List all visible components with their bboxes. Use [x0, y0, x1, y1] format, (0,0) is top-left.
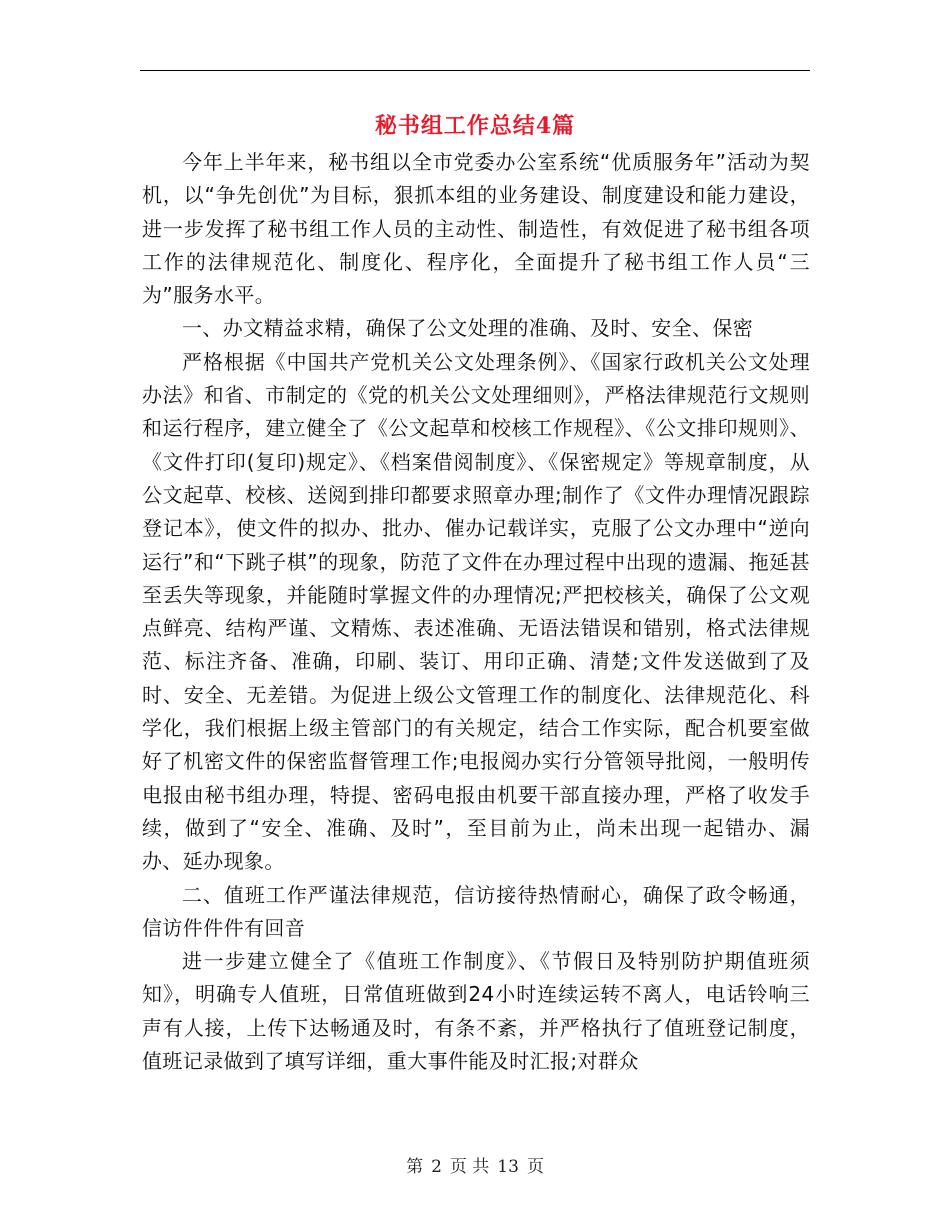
section-heading-1: 一、办文精益求精，确保了公文处理的准确、及时、安全、保密 [182, 316, 754, 341]
paragraph-section-1: 严格根据《中国共产党机关公文处理条例》、《国家行政机关公文处理办法》和省、市制定的《党的机关公文处理细则》，严格法律规范行文规则和运行程序，建立健全了《公文起草和校核工作规程》、《公文排印规则》、《文件打印(复印)规定》、《档案借阅制度》、《保密规定》等规章制度，从公文起草、校核、送阅到排印都要求照章办理;制作了《文件办理情况跟踪登记本》，使文件的拟办、批办、催办记载详实，克服了公文办理中“逆向运行”和“下跳子棋”的现象，防范了文件在办理过程中出现的遗漏、拖延甚至丢失等现象，并能随时掌握文件的办理情况;严把校核关，确保了公文观点鲜亮、结构严谨、文精炼、表述准确、无语法错误和错别，格式法律规范、标注齐备、准确，印刷、装订、用印正确、清楚;文件发送做到了及时、安全、无差错。为促进上级公文管理工作的制度化、法律规范化、科学化，我们根据上级主管部门的有关规定，结合工作实际，配合机要室做好了机密文件的保密监督管理工作;电报阅办实行分管领导批阅，一般明传电报由秘书组办理，特提、密码电报由机要干部直接办理，严格了收发手续，做到了“安全、准确、及时”，至目前为止，尚未出现一起错办、漏办、延办现象。 [142, 349, 810, 874]
current-page-number: 2 [431, 1157, 442, 1177]
total-page-count: 13 [497, 1157, 519, 1177]
document-title: 秘书组工作总结4篇 [374, 113, 576, 139]
paragraph-section-2: 进一步建立健全了《值班工作制度》、《节假日及特别防护期值班须知》，明确专人值班，日常值班做到24小时连续运转不离人，电话铃响三声有人接，上传下达畅通及时，有条不紊，并严格执行了值班登记制度，值班记录做到了填写详细，重大事件能及时汇报;对群众 [142, 949, 810, 1074]
page-label-middle: 页 共 [449, 1157, 490, 1177]
section-heading-2: 二、值班工作严谨法律规范，信访接待热情耐心，确保了政令畅通，信访件件件有回音 [142, 882, 810, 940]
header-rule [140, 70, 810, 71]
page-footer [0, 1152, 950, 1177]
page-label-suffix: 页 [526, 1157, 544, 1177]
document-body [142, 146, 810, 1078]
paragraph-intro: 今年上半年来，秘书组以全市党委办公室系统“优质服务年”活动为契机，以“争先创优”为目标，狠抓本组的业务建设、制度建设和能力建设，进一步发挥了秘书组工作人员的主动性、制造性，有效促进了秘书组各项工作的法律规范化、制度化、程序化，全面提升了秘书组工作人员“三为”服务水平。 [142, 150, 810, 308]
page-label-prefix: 第 [406, 1157, 424, 1177]
